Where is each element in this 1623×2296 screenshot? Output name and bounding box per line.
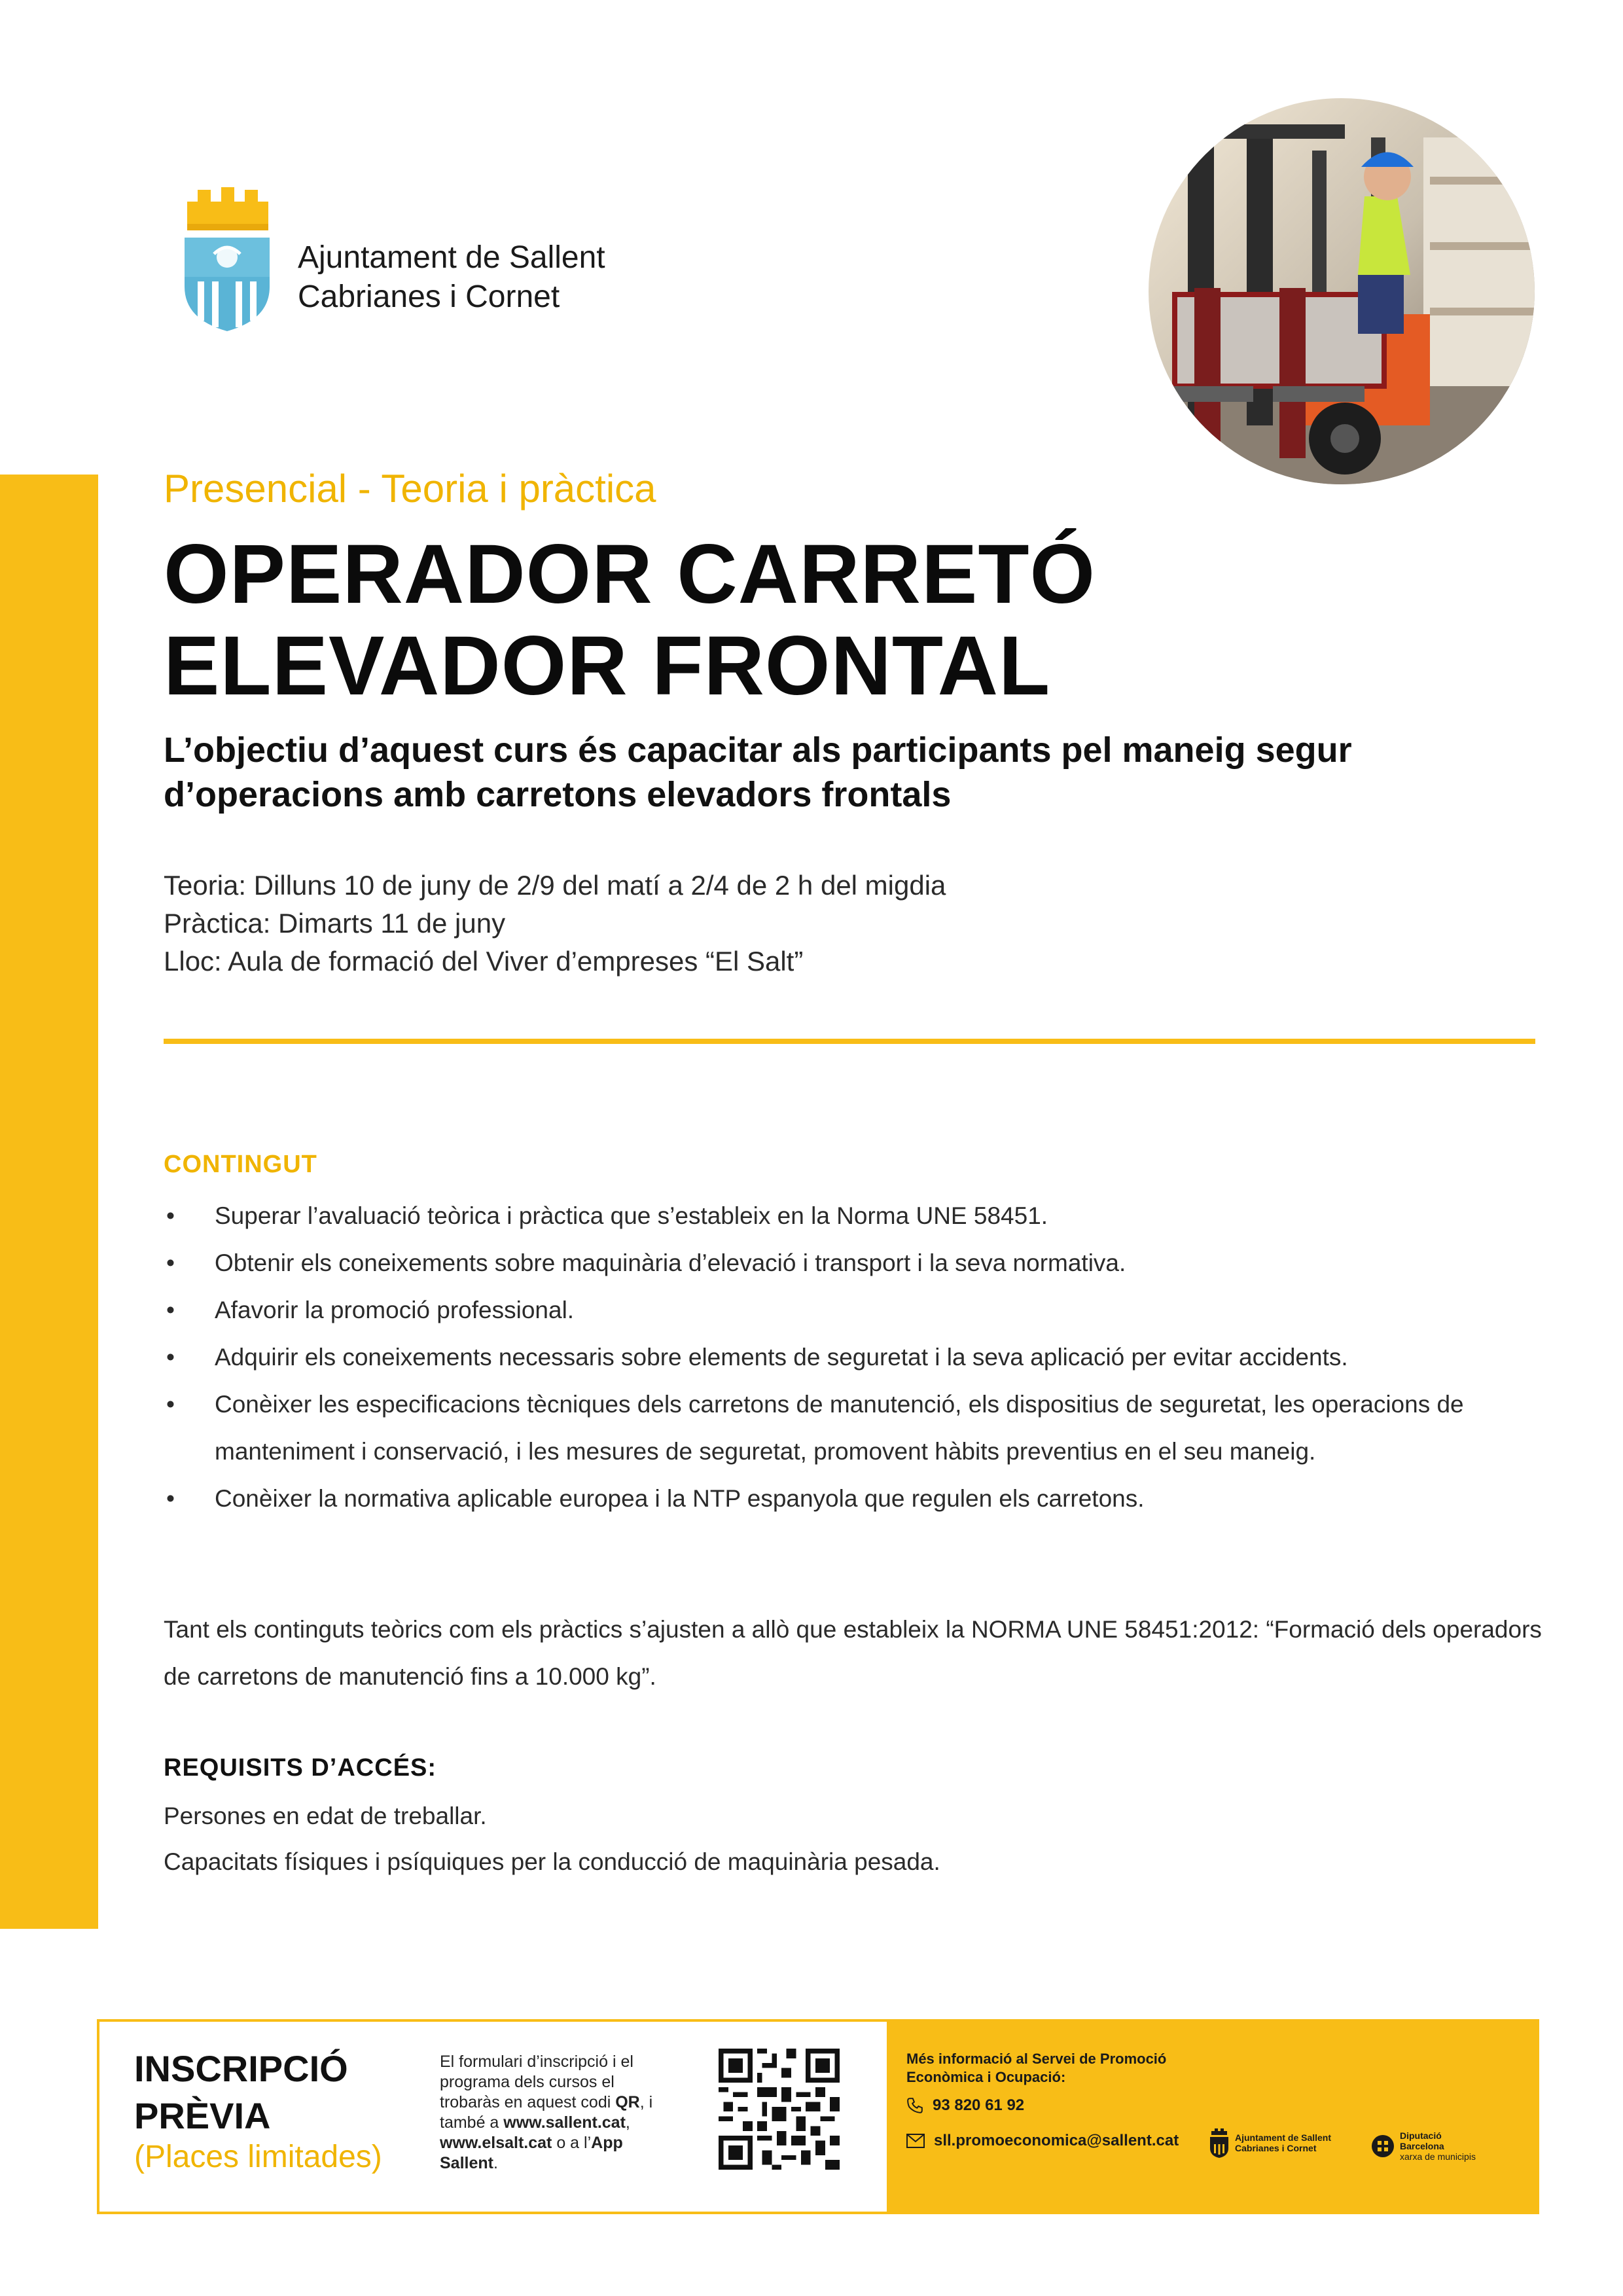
phone-number: 93 820 61 92 (933, 2096, 1025, 2114)
list-item: • Obtenir els coneixements sobre maquinària d’elevació i transport i la seva normativa. (166, 1249, 1126, 1276)
list-item: • Adquirir els coneixements necessaris sobre elements de seguretat i la seva aplicació per evitar accidents. (166, 1344, 1348, 1371)
limited-places: (Places limitades) (134, 2140, 382, 2174)
diputacio-icon (1371, 2134, 1395, 2158)
divider (164, 1039, 1535, 1044)
schedule-info (164, 867, 946, 980)
title-line-2: ELEVADOR FRONTAL (164, 619, 1051, 713)
footer-logo2-line2: Barcelona (1400, 2141, 1444, 2151)
shield-icon (1207, 2127, 1231, 2159)
phone-contact[interactable] (906, 2096, 1024, 2115)
info-practice: Pràctica: Dimarts 11 de juny (164, 908, 506, 939)
requirement-item: Capacitats físiques i psíquiques per la conducció de maquinària pesada. (164, 1848, 940, 1875)
crown-icon (179, 183, 284, 236)
title-line-1: OPERADOR CARRETÓ (164, 528, 1096, 621)
yellow-sidebar (0, 475, 98, 1929)
phone-icon (906, 2097, 923, 2114)
lead-line-1: L’objectiu d’aquest curs és capacitar als participants pel maneig segur (164, 730, 1352, 770)
content-heading: CONTINGUT (164, 1151, 317, 1178)
footer-logo2-line3: xarxa de municipis (1400, 2151, 1476, 2162)
registration-heading (134, 2045, 348, 2140)
list-item: • Afavorir la promoció professional. (166, 1297, 575, 1323)
org-line-1: Ajuntament de Sallent (298, 240, 605, 275)
list-item: • Conèixer la normativa aplicable europea i la NTP espanyola que regulen els carretons. (166, 1485, 1145, 1512)
diputacio-logo (1371, 2130, 1476, 2162)
course-objective (164, 728, 1551, 817)
registration-line-1: INSCRIPCIÓ (134, 2048, 348, 2089)
mail-icon (906, 2134, 925, 2148)
registration-instructions: El formulari d’inscripció i el programa dels cursos el trobaràs en aquest codi QR, i també a www.sallent.cat, www.elsalt.cat o a l’App Sallent. (440, 2053, 653, 2172)
footer-info-panel (887, 2019, 1537, 2214)
lead-line-2: d’operacions amb carretons elevadors frontals (164, 775, 952, 814)
footer-logo2-line1: Diputació (1400, 2130, 1442, 2141)
more-info-text: Més informació al Servei de Promoció Econòmica i Ocupació: (906, 2051, 1167, 2085)
registration-line-2: PRÈVIA (134, 2095, 271, 2136)
content-list (164, 1193, 1551, 1522)
footer-sallent-logo (1207, 2127, 1331, 2159)
app-name: App Sallent (440, 2134, 623, 2172)
forklift-photo (1149, 98, 1535, 484)
email-contact[interactable] (906, 2132, 1179, 2150)
page-title (164, 529, 1096, 712)
footer-logo1-line2: Cabrianes i Cornet (1235, 2143, 1317, 2153)
qr-word: QR (615, 2093, 640, 2111)
list-item: • Conèixer les especificacions tècniques dels carretons de manutenció, els dispositius de seguretat, les operacions de manteniment i conservació, i les mesures de seguretat, promovent hàbits preventius en el seu maneig. (166, 1391, 1464, 1465)
course-modality: Presencial - Teoria i pràctica (164, 467, 656, 511)
info-theory: Teoria: Dilluns 10 de juny de 2/9 del matí a 2/4 de 2 h del migdia (164, 870, 946, 901)
requirements-heading: REQUISITS D’ACCÉS: (164, 1754, 437, 1782)
shield-icon (178, 234, 276, 332)
sallent-logo (171, 183, 276, 334)
email-address: sll.promoeconomica@sallent.cat (934, 2132, 1179, 2149)
info-location: Lloc: Aula de formació del Viver d’empreses “El Salt” (164, 946, 804, 977)
footer-logo1-line1: Ajuntament de Sallent (1235, 2132, 1332, 2143)
org-line-2: Cabrianes i Cornet (298, 279, 560, 314)
standard-note: Tant els continguts teòrics com els pràctics s’ajusten a allò que estableix la NORMA UNE 58451:2012: “Formació dels operadors de carretons de manutenció fins a 10.000 kg”. (164, 1616, 1542, 1690)
list-item: • Superar l’avaluació teòrica i pràctica que s’estableix en la Norma UNE 58451. (166, 1202, 1048, 1229)
qr-code[interactable] (719, 2049, 840, 2170)
link-sallent[interactable]: www.sallent.cat (503, 2113, 626, 2132)
link-elsalt[interactable]: www.elsalt.cat (440, 2134, 552, 2152)
requirement-item: Persones en edat de treballar. (164, 1803, 487, 1829)
organization-name (298, 238, 605, 317)
requirements-list (164, 1793, 940, 1885)
